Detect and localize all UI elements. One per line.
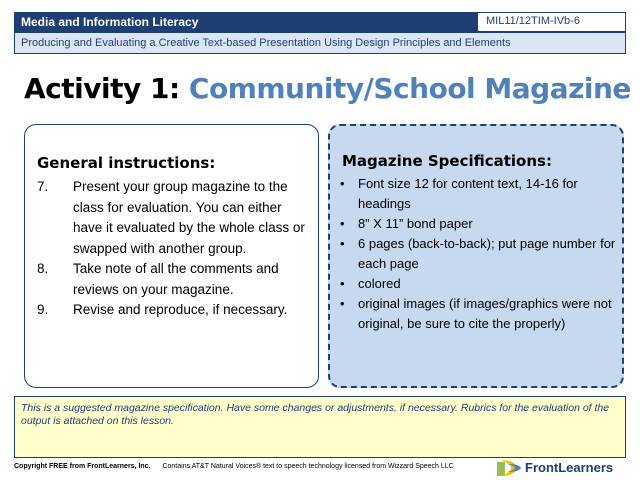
bullet-icon: •: [340, 276, 345, 291]
course-header-bar: [14, 12, 626, 32]
tts-credit-text: Contains AT&T Natural Voices® text to speech technology licensed from Wizzard Speech LLC: [162, 463, 454, 470]
footer: [14, 463, 454, 470]
lesson-subtitle: Producing and Evaluating a Creative Text-based Presentation Using Design Principles and Elements: [14, 32, 626, 54]
instruction-text: Present your group magazine to the class for evaluation. You can either have it evaluated by the whole class or swapped with another group.: [73, 179, 305, 256]
bullet-icon: •: [340, 236, 345, 251]
magazine-specifications-box: [328, 124, 624, 388]
activity-label: Activity 1:: [24, 72, 180, 105]
instruction-item: [37, 300, 309, 321]
instructions-heading: General instructions:: [37, 154, 216, 172]
spec-text: Font size 12 for content text, 14-16 for headings: [358, 176, 578, 211]
spec-item: [340, 294, 616, 334]
spec-text: 8” X 11” bond paper: [358, 216, 473, 231]
instructions-list: [37, 177, 309, 321]
spec-text: original images (if images/graphics were not original, be sure to cite the properly): [358, 296, 612, 331]
spec-item: [340, 174, 616, 214]
instruction-number: 7.: [37, 179, 49, 194]
instruction-item: [37, 259, 309, 300]
instruction-text: Revise and reproduce, if necessary.: [73, 302, 288, 317]
copyright-text: Copyright FREE from FrontLearners, Inc.: [14, 463, 151, 470]
spec-item: [340, 214, 616, 234]
course-code: MIL11/12TIM-IVb-6: [477, 13, 625, 31]
frontlearners-logo-icon: [495, 458, 523, 478]
logo-wordmark: FrontLearners: [525, 460, 614, 475]
frontlearners-logo: [495, 458, 627, 478]
specifications-list: [340, 174, 616, 334]
instruction-number: 9.: [37, 302, 49, 317]
spec-text: colored: [358, 276, 401, 291]
spec-item: [340, 274, 616, 294]
instruction-item: [37, 177, 309, 259]
course-title: Media and Information Literacy: [21, 15, 199, 29]
suggestion-note: This is a suggested magazine specification. Have some changes or adjustments, if necessary. Rubrics for the evaluation of the output is attached on this lesson.: [14, 396, 626, 458]
general-instructions-box: [24, 124, 319, 388]
activity-title: [24, 72, 631, 105]
instruction-number: 8.: [37, 261, 49, 276]
activity-name: Community/School Magazine: [188, 72, 631, 105]
bullet-icon: •: [340, 176, 345, 191]
specifications-heading: Magazine Specifications:: [342, 152, 552, 170]
instruction-text: Take note of all the comments and reviews on your magazine.: [73, 261, 279, 297]
bullet-icon: •: [340, 216, 345, 231]
spec-item: [340, 234, 616, 274]
spec-text: 6 pages (back-to-back); put page number for each page: [358, 236, 616, 271]
bullet-icon: •: [340, 296, 345, 311]
